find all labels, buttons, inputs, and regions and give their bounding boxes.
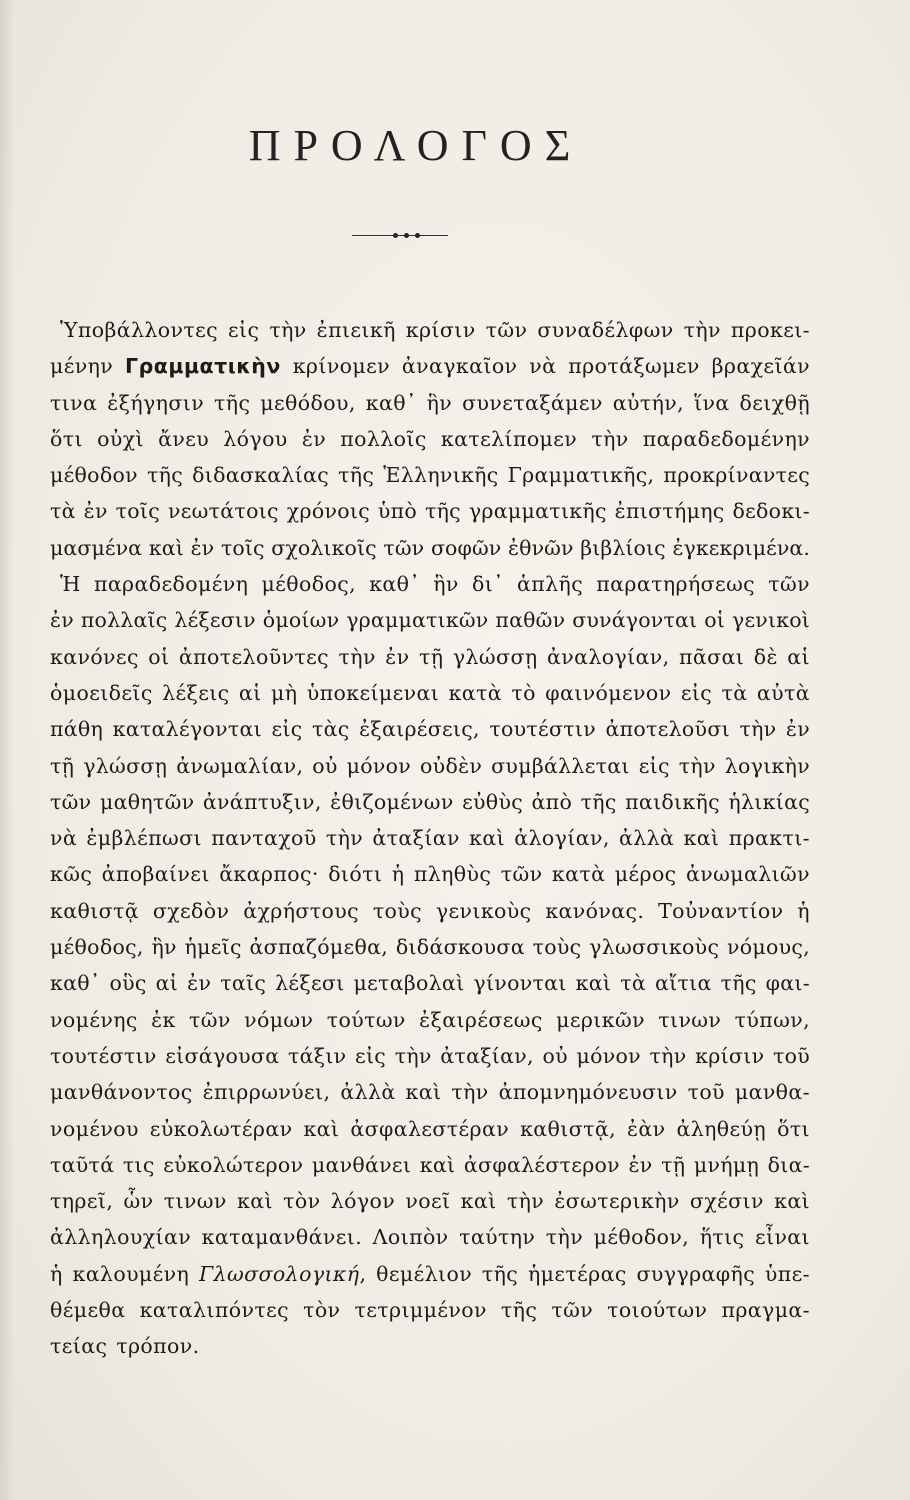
text-segment: ἀλληλουχίαν καταμανθάνει. Λοιπὸν ταύτην τὴν μέθοδον, ἥτις εἶναι	[50, 1225, 810, 1250]
text-line	[50, 1256, 810, 1292]
ornament-dot	[404, 233, 409, 238]
text-line	[50, 711, 810, 747]
text-line	[50, 493, 810, 529]
text-segment: τὰ ἐν τοῖς νεωτάτοις χρόνοις ὑπὸ τῆς γραμματικῆς ἐπιστήμης δεδοκι-	[50, 499, 810, 524]
text-line	[50, 385, 810, 421]
text-segment: μέθοδος, ἣν ἡμεῖς ἀσπαζόμεθα, διδάσκουσα τοὺς γλωσσικοὺς νόμους,	[50, 935, 810, 960]
text-segment: τείας τρόπον.	[50, 1334, 200, 1359]
text-segment: , θεμέλιον τῆς ἡμετέρας συγγραφῆς ὑπε-	[359, 1261, 810, 1286]
text-line	[50, 1111, 810, 1147]
text-line	[50, 530, 810, 566]
text-line	[50, 421, 810, 457]
text-segment: κρίνομεν ἀναγκαῖον νὰ προτάξωμεν βραχεῖάν	[280, 354, 810, 379]
text-segment: ἡ καλουμένη	[50, 1261, 200, 1286]
text-line	[50, 820, 810, 856]
text-segment: ἐν πολλαῖς λέξεσιν ὁμοίων γραμματικῶν παθῶν συνάγονται οἱ γενικοὶ	[50, 608, 810, 633]
text-segment: ὅτι οὐχὶ ἄνευ λόγου ἐν πολλοῖς κατελίπομεν τὴν παραδεδομένην	[50, 426, 810, 451]
text-segment: καθ᾽ οὓς αἱ ἐν ταῖς λέξεσι μεταβολαὶ γίνονται καὶ τὰ αἴτια τῆς φαι-	[50, 971, 810, 996]
text-line	[50, 929, 810, 965]
page-title: ΠΡΟΛΟΓΟΣ	[248, 121, 584, 170]
text-line	[50, 856, 810, 892]
page-binding-shadow	[0, 0, 14, 1500]
text-segment: μασμένα καὶ ἐν τοῖς σχολικοῖς τῶν σοφῶν ἐθνῶν βιβλίοις ἐγκεκριμένα.	[50, 535, 810, 560]
text-segment: Ὑποβάλλοντες εἰς τὴν ἐπιεικῆ κρίσιν τῶν συναδέλφων τὴν προκει-	[60, 318, 810, 342]
text-segment: κῶς ἀποβαίνει ἄκαρπος· διότι ἡ πληθὺς τῶν κατὰ μέρος ἀνωμαλιῶν	[50, 862, 810, 887]
text-segment: νομένου εὐκολωτέραν καὶ ἀσφαλεστέραν καθιστᾷ, ἐὰν ἀληθεύῃ ὅτι	[50, 1116, 810, 1141]
text-line	[50, 1183, 810, 1219]
text-line	[50, 965, 810, 1001]
text-line	[50, 1038, 810, 1074]
title-ornament-rule	[352, 233, 448, 239]
text-segment: νομένης ἐκ τῶν νόμων τούτων ἐξαιρέσεως μερικῶν τινων τύπων,	[50, 1007, 810, 1032]
text-line	[50, 312, 810, 348]
text-line	[50, 1002, 810, 1038]
text-line	[50, 748, 810, 784]
text-line	[50, 639, 810, 675]
text-segment: κανόνες οἱ ἀποτελοῦντες τὴν ἐν τῇ γλώσσῃ ἀναλογίαν, πᾶσαι δὲ αἱ	[50, 644, 810, 669]
text-line	[50, 784, 810, 820]
text-line	[50, 457, 810, 493]
text-segment: Ἡ παραδεδομένη μέθοδος, καθ᾽ ἣν δι᾽ ἁπλῆς παρατηρήσεως τῶν	[60, 572, 810, 597]
text-line	[50, 1074, 810, 1110]
text-segment: ὁμοειδεῖς λέξεις αἱ μὴ ὑποκείμεναι κατὰ τὸ φαινόμενον εἰς τὰ αὐτὰ	[50, 680, 810, 705]
text-segment: τινα ἐξήγησιν τῆς μεθόδου, καθ᾽ ἣν συνεταξάμεν αὐτήν, ἵνα δειχθῇ	[50, 390, 810, 415]
ornament-line	[352, 235, 448, 236]
ornament-dot	[415, 233, 420, 238]
ornament-dot	[393, 233, 398, 238]
text-line	[50, 348, 810, 384]
text-line	[50, 1292, 810, 1328]
text-segment: μέθοδον τῆς διδασκαλίας τῆς Ἑλληνικῆς Γραμματικῆς, προκρίναντες	[50, 463, 810, 488]
text-segment: τῇ γλώσσῃ ἀνωμαλίαν, οὐ μόνον οὐδὲν συμβάλλεται εἰς τὴν λογικὴν	[50, 753, 810, 778]
text-segment: πάθη καταλέγονται εἰς τὰς ἐξαιρέσεις, τουτέστιν ἀποτελοῦσι τὴν ἐν	[50, 717, 810, 742]
text-segment: καθιστᾷ σχεδὸν ἀχρήστους τοὺς γενικοὺς κανόνας. Τοὐναντίον ἡ	[50, 898, 810, 923]
text-line	[50, 566, 810, 602]
bold-book-title: Γραμματικὴν	[125, 354, 281, 379]
text-segment: τηρεῖ, ὧν τινων καὶ τὸν λόγον νοεῖ καὶ τὴν ἐσωτερικὴν σχέσιν καὶ	[50, 1189, 810, 1214]
text-line	[50, 1147, 810, 1183]
text-segment: τῶν μαθητῶν ἀνάπτυξιν, ἐθιζομένων εὐθὺς ἀπὸ τῆς παιδικῆς ἡλικίας	[50, 789, 810, 814]
text-segment: τουτέστιν εἰσάγουσα τάξιν εἰς τὴν ἀταξίαν, οὐ μόνον τὴν κρίσιν τοῦ	[50, 1043, 810, 1068]
text-line	[50, 893, 810, 929]
preface-body	[50, 312, 810, 1365]
text-segment: νὰ ἐμβλέπωσι πανταχοῦ τὴν ἀταξίαν καὶ ἀλογίαν, ἀλλὰ καὶ πρακτι-	[50, 826, 810, 851]
text-line	[50, 1219, 810, 1255]
text-segment: μανθάνοντος ἐπιρρωνύει, ἀλλὰ καὶ τὴν ἀπομνημόνευσιν τοῦ μανθα-	[50, 1080, 810, 1105]
italic-term: Γλωσσολογική	[199, 1261, 360, 1286]
text-line	[50, 675, 810, 711]
text-segment: ταῦτά τις εὐκολώτερον μανθάνει καὶ ἀσφαλέστερον ἐν τῇ μνήμῃ δια-	[50, 1152, 810, 1177]
text-line	[50, 1328, 810, 1364]
text-segment: μένην	[50, 354, 126, 379]
text-line	[50, 602, 810, 638]
text-segment: θέμεθα καταλιπόντες τὸν τετριμμένον τῆς τῶν τοιούτων πραγμα-	[50, 1298, 810, 1323]
